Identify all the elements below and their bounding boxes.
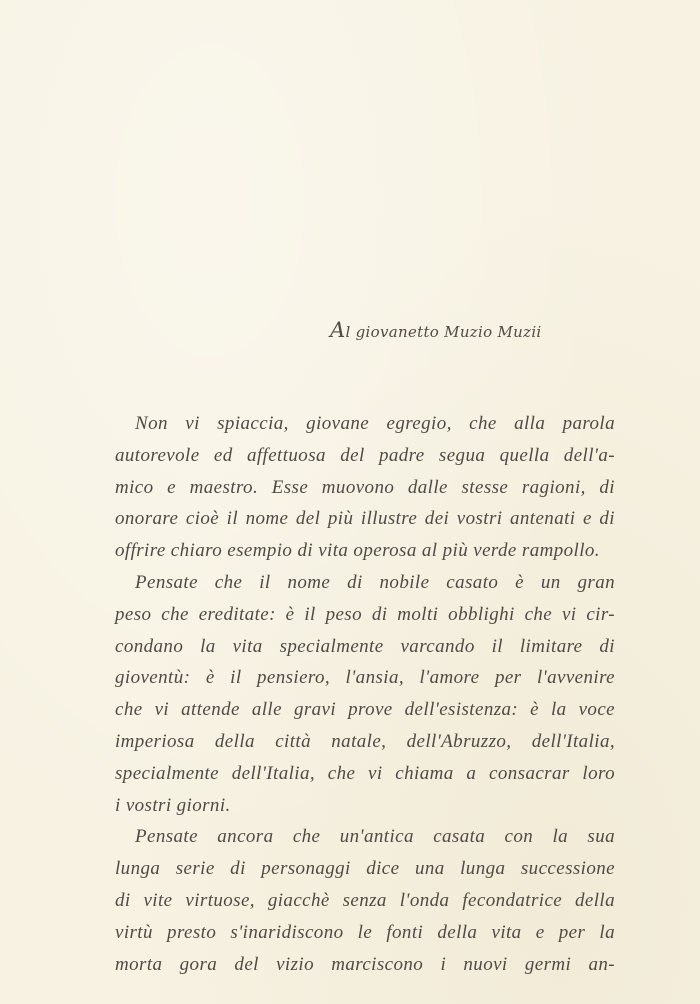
text-line: condano la vita specialmente varcando il limitare di: [115, 635, 615, 657]
text-line: onorare cioè il nome del più illustre dei vostri antenati e di: [115, 508, 615, 530]
text-line: Pensate ancora che un'antica casata con la sua: [135, 826, 615, 848]
text-line: Pensate che il nome di nobile casato è un gran: [135, 571, 615, 593]
text-line: specialmente dell'Italia, che vi chiama a consacrar loro: [115, 762, 615, 784]
text-line: peso che ereditate: è il peso di molti obblighi che vi cir-: [115, 603, 615, 625]
dedication-text: l giovanetto Muzio Muzii: [345, 323, 542, 341]
text-line: Non vi spiaccia, giovane egregio, che alla parola: [135, 413, 615, 434]
text-line: offrire chiaro esempio di vita operosa al più verde rampollo.: [115, 540, 600, 562]
text-line: morta gora del vizio marciscono i nuovi germi an-: [115, 953, 615, 975]
text-line: gioventù: è il pensiero, l'ansia, l'amore per l'avvenire: [115, 667, 615, 689]
text-line: mico e maestro. Esse muovono dalle stesse ragioni, di: [115, 476, 615, 498]
text-line: autorevole ed affettuosa del padre segua quella dell'a-: [115, 444, 615, 466]
text-line: imperiosa della città natale, dell'Abruzzo, dell'Italia,: [115, 730, 615, 752]
text-line: i vostri giorni.: [115, 794, 231, 816]
dedication-heading: [330, 318, 630, 342]
text-line: lunga serie di personaggi dice una lunga successione: [115, 858, 615, 880]
body-text: [115, 408, 615, 980]
text-line: di vite virtuose, giacchè senza l'onda fecondatrice della: [115, 889, 615, 911]
text-line: virtù presto s'inaridiscono le fonti della vita e per la: [115, 921, 615, 943]
text-line: che vi attende alle gravi prove dell'esistenza: è la voce: [115, 699, 615, 721]
dedication-initial: A: [330, 318, 346, 342]
